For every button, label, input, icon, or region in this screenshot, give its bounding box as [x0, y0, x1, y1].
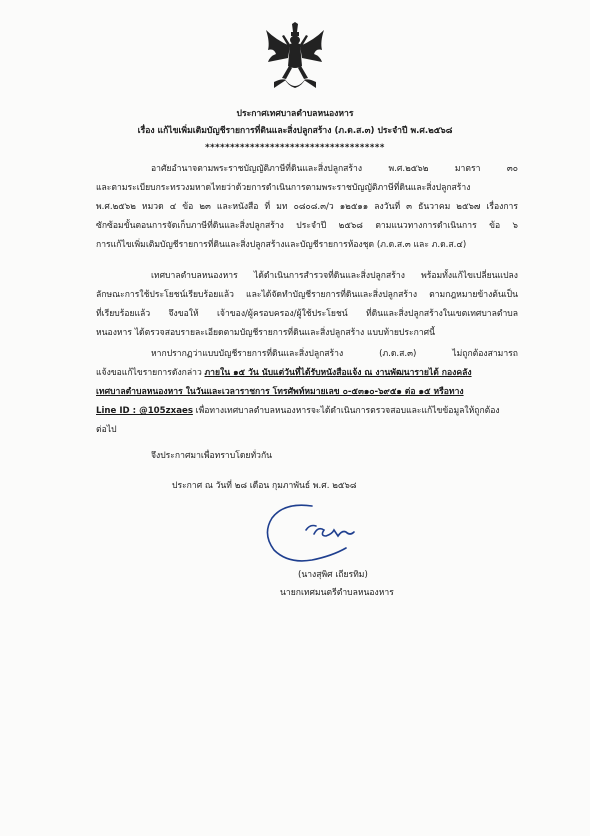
garuda-emblem-icon [262, 22, 328, 94]
announcement-date: ประกาศ ณ วันที่ ๒๘ เดือน กุมภาพันธ์ พ.ศ. ๒๕๖๘ [172, 481, 357, 491]
paragraph-line: ซักซ้อมขั้นตอนการจัดเก็บภาษีที่ดินและสิ่งปลูกสร้าง ประจำปี ๒๕๖๘ ตามแนวทางการดำเนินการ ข้อ ๖ [96, 221, 518, 231]
announcement-agency: ประกาศเทศบาลตำบลหนองหาร [236, 109, 354, 119]
handwritten-signature-icon [254, 500, 374, 568]
contact-emphasis: เทศบาลตำบลหนองหาร ในวันและเวลาราชการ โทรศัพท์หมายเลข ๐-๕๓๑๐-๖๙๕๑ ต่อ ๑๕ หรือทาง [96, 387, 464, 397]
paragraph-line: หากปรากฏว่าแบบบัญชีรายการที่ดินและสิ่งปลูกสร้าง (ภ.ด.ส.๓) ไม่ถูกต้องสามารถ [151, 349, 518, 359]
paragraph-line: ลักษณะการใช้ประโยชน์เรียบร้อยแล้ว และได้จัดทำบัญชีรายการที่ดินและสิ่งปลูกสร้าง ตามกฎหมายข้างต้นเป็น [96, 290, 518, 300]
paragraph-line: หนองหาร ได้ตรวจสอบรายละเอียดตามบัญชีรายการที่ดินและสิ่งปลูกสร้าง แบบท้ายประกาศนี้ [96, 328, 435, 338]
paragraph-line: อาศัยอำนาจตามพระราชบัญญัติภาษีที่ดินและสิ่งปลูกสร้าง พ.ศ.๒๕๖๒ มาตรา ๓๐ [151, 164, 518, 174]
paragraph-line: การแก้ไขเพิ่มเติมบัญชีรายการที่ดินและสิ่งปลูกสร้างและบัญชีรายการห้องชุด (ภ.ด.ส.๓ และ ภ.ด.ส.๔) [96, 240, 467, 250]
deadline-emphasis: ภายใน ๑๕ วัน นับแต่วันที่ได้รับหนังสือแจ้ง ณ งานพัฒนารายได้ กองคลัง [204, 368, 472, 378]
line-id-emphasis: Line ID : @105zxaes [96, 406, 193, 416]
signer-name: (นางสุพิศ เถียรทิม) [298, 570, 368, 580]
separator-stars: ************************************ [205, 143, 385, 153]
signer-position: นายกเทศมนตรีตำบลหนองหาร [280, 588, 394, 598]
announcement-subject: เรื่อง แก้ไขเพิ่มเติมบัญชีรายการที่ดินและสิ่งปลูกสร้าง (ภ.ด.ส.๓) ประจำปี พ.ศ.๒๕๖๘ [137, 126, 453, 136]
paragraph-line: ที่เรียบร้อยแล้ว จึงขอให้ เจ้าของ/ผู้ครอบครอง/ผู้ใช้ประโยชน์ ที่ดินและสิ่งปลูกสร้างในเขตเทศบาลตำบล [96, 309, 518, 319]
paragraph-line: เทศบาลตำบลหนองหาร ได้ดำเนินการสำรวจที่ดินและสิ่งปลูกสร้าง พร้อมทั้งแก้ไขเปลี่ยนแปลง [151, 271, 518, 281]
closing-statement: จึงประกาศมาเพื่อทราบโดยทั่วกัน [151, 451, 273, 461]
paragraph-line [96, 367, 518, 379]
paragraph-text: แจ้งขอแก้ไขรายการดังกล่าว [96, 368, 205, 378]
paragraph-line: พ.ศ.๒๕๖๒ หมวด ๔ ข้อ ๒๓ และหนังสือ ที่ มท ๐๘๐๘.๓/ว ๑๒๕๑๑ ลงวันที่ ๓ ธันวาคม ๒๕๖๗ เรื่องการ [96, 202, 518, 212]
paragraph-line: และตามระเบียบกระทรวงมหาดไทยว่าด้วยการดำเนินการตามพระราชบัญญัติภาษีที่ดินและสิ่งปลูกสร้าง [96, 183, 471, 193]
paragraph-line: ต่อไป [96, 425, 117, 435]
paragraph-line [96, 405, 500, 417]
paragraph-text: เพื่อทางเทศบาลตำบลหนองหารจะได้ดำเนินการตรวจสอบและแก้ไขข้อมูลให้ถูกต้อง [192, 406, 500, 416]
